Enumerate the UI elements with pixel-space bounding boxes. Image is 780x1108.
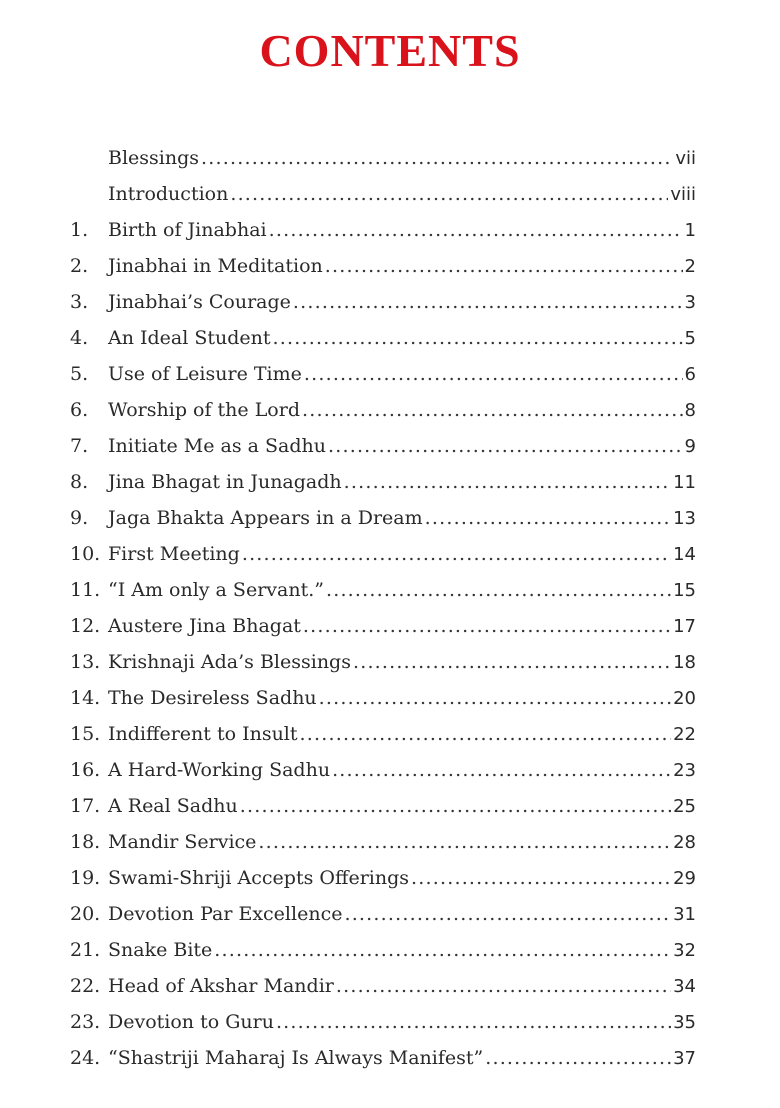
dot-leader — [293, 284, 683, 320]
entry-number: 17. — [70, 795, 101, 817]
entry-number: 14. — [70, 687, 101, 709]
entry-title: Worship of the Lord — [108, 399, 300, 421]
entry-page: 9 — [684, 436, 696, 457]
entry-number: 22. — [70, 975, 101, 997]
entry-title: Birth of Jinabhai — [108, 219, 267, 241]
entry-title: Introduction — [108, 183, 229, 205]
entry-page: 11 — [673, 472, 696, 493]
dot-leader — [353, 644, 671, 680]
entry-page: 2 — [684, 256, 696, 277]
entry-number: 3. — [70, 291, 89, 313]
entry-page: 17 — [673, 616, 696, 637]
toc-entry — [70, 500, 696, 536]
entry-page: 25 — [673, 796, 696, 817]
entry-title: Jinabhai in Meditation — [108, 255, 323, 277]
entry-number: 7. — [70, 435, 89, 457]
entry-title: Head of Akshar Mandir — [108, 975, 334, 997]
entry-title: Devotion Par Excellence — [108, 903, 343, 925]
dot-leader — [214, 932, 671, 968]
entry-page: 22 — [673, 724, 696, 745]
entry-page: 32 — [673, 940, 696, 961]
entry-page: 20 — [673, 688, 696, 709]
toc-entry — [70, 680, 696, 716]
entry-title: Krishnaji Ada’s Blessings — [108, 651, 351, 673]
toc-entry — [70, 932, 696, 968]
entry-number: 20. — [70, 903, 101, 925]
toc-entry — [70, 1040, 696, 1076]
table-of-contents — [70, 140, 696, 1076]
dot-leader — [425, 500, 671, 536]
dot-leader — [242, 536, 671, 572]
toc-entry — [70, 248, 696, 284]
toc-entry — [70, 212, 696, 248]
entry-number: 6. — [70, 399, 89, 421]
entry-title: Devotion to Guru — [108, 1011, 274, 1033]
toc-entry — [70, 356, 696, 392]
toc-entry — [70, 572, 696, 608]
entry-number: 11. — [70, 579, 101, 601]
dot-leader — [319, 680, 671, 716]
toc-entry — [70, 716, 696, 752]
toc-entry — [70, 428, 696, 464]
entry-page: viii — [670, 184, 696, 205]
entry-page: vii — [675, 148, 696, 169]
toc-entry — [70, 392, 696, 428]
toc-entry — [70, 968, 696, 1004]
entry-title: Initiate Me as a Sadhu — [108, 435, 326, 457]
dot-leader — [485, 1040, 671, 1076]
entry-page: 31 — [673, 904, 696, 925]
entry-page: 8 — [684, 400, 696, 421]
toc-entry — [70, 644, 696, 680]
dot-leader — [300, 716, 672, 752]
dot-leader — [325, 248, 683, 284]
entry-title: Snake Bite — [108, 939, 213, 961]
entry-page: 28 — [673, 832, 696, 853]
entry-title: A Hard-Working Sadhu — [108, 759, 331, 781]
entry-page: 15 — [673, 580, 696, 601]
entry-number: 23. — [70, 1011, 101, 1033]
entry-number: 24. — [70, 1047, 101, 1069]
entry-number: 9. — [70, 507, 89, 529]
toc-entry — [70, 176, 696, 212]
entry-number: 10. — [70, 543, 101, 565]
entry-number: 8. — [70, 471, 89, 493]
entry-page: 18 — [673, 652, 696, 673]
entry-title: A Real Sadhu — [108, 795, 238, 817]
entry-page: 14 — [673, 544, 696, 565]
entry-title: Jaga Bhakta Appears in a Dream — [108, 507, 423, 529]
dot-leader — [201, 140, 673, 176]
entry-number: 4. — [70, 327, 89, 349]
entry-page: 13 — [673, 508, 696, 529]
entry-number: 18. — [70, 831, 101, 853]
entry-title: Austere Jina Bhagat — [108, 615, 301, 637]
entry-title: “Shastriji Maharaj Is Always Manifest” — [108, 1047, 484, 1069]
entry-title: Swami-Shriji Accepts Offerings — [108, 867, 410, 889]
entry-number: 12. — [70, 615, 101, 637]
dot-leader — [344, 464, 671, 500]
entry-title: An Ideal Student — [108, 327, 271, 349]
toc-entry — [70, 536, 696, 572]
dot-leader — [344, 896, 671, 932]
toc-entry — [70, 824, 696, 860]
dot-leader — [303, 608, 671, 644]
entry-title: First Meeting — [108, 543, 240, 565]
entry-page: 6 — [684, 364, 696, 385]
entry-title: Use of Leisure Time — [108, 363, 302, 385]
entry-number: 2. — [70, 255, 89, 277]
toc-entry — [70, 896, 696, 932]
entry-number: 21. — [70, 939, 101, 961]
dot-leader — [276, 1004, 671, 1040]
entry-page: 5 — [684, 328, 696, 349]
dot-leader — [326, 572, 671, 608]
entry-number: 19. — [70, 867, 101, 889]
dot-leader — [269, 212, 683, 248]
dot-leader — [258, 824, 671, 860]
dot-leader — [230, 176, 668, 212]
toc-entry — [70, 464, 696, 500]
dot-leader — [304, 356, 683, 392]
dot-leader — [332, 752, 671, 788]
entry-title: “I Am only a Servant.” — [108, 579, 324, 601]
entry-title: Jinabhai’s Courage — [108, 291, 291, 313]
toc-entry — [70, 284, 696, 320]
entry-page: 3 — [684, 292, 696, 313]
entry-number: 13. — [70, 651, 101, 673]
entry-title: Blessings — [108, 147, 200, 169]
entry-title: Mandir Service — [108, 831, 257, 853]
dot-leader — [302, 392, 683, 428]
entry-number: 15. — [70, 723, 101, 745]
entry-page: 35 — [673, 1012, 696, 1033]
toc-entry — [70, 860, 696, 896]
dot-leader — [273, 320, 683, 356]
page-title: CONTENTS — [259, 25, 521, 76]
entry-title: Jina Bhagat in Junagadh — [108, 471, 342, 493]
entry-number: 5. — [70, 363, 89, 385]
entry-page: 37 — [673, 1048, 696, 1069]
toc-entry — [70, 320, 696, 356]
dot-leader — [411, 860, 671, 896]
dot-leader — [240, 788, 671, 824]
dot-leader — [336, 968, 671, 1004]
toc-entry — [70, 788, 696, 824]
entry-title: The Desireless Sadhu — [108, 687, 317, 709]
entry-number: 1. — [70, 219, 89, 241]
entry-page: 23 — [673, 760, 696, 781]
entry-number: 16. — [70, 759, 101, 781]
toc-entry — [70, 608, 696, 644]
dot-leader — [328, 428, 683, 464]
toc-entry — [70, 752, 696, 788]
toc-entry — [70, 140, 696, 176]
entry-page: 34 — [673, 976, 696, 997]
entry-title: Indifferent to Insult — [108, 723, 298, 745]
entry-page: 29 — [673, 868, 696, 889]
entry-page: 1 — [684, 220, 696, 241]
toc-entry — [70, 1004, 696, 1040]
